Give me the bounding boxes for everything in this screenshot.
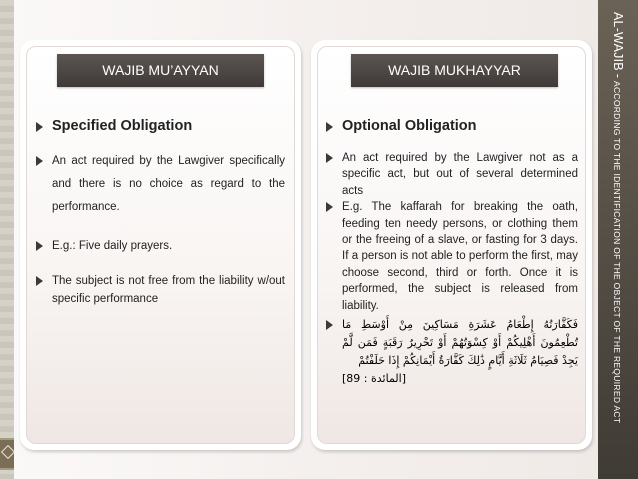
emblem-diamond [1,445,15,459]
right-card-header: WAJIB MUKHAYYAR [351,54,558,87]
left-item-text: An act required by the Lawgiver specifically and there is no choice as regard to the performance. [52,155,285,213]
right-item-text: An act required by the Lawgiver not as a specific act, but out of several determined acts [342,152,578,197]
left-list-item [35,150,285,219]
side-title-wrap [598,0,638,479]
side-title-subtitle: ACCORDING TO THE IDENTIFICATION OF THE OBJECT OF THE REQUIRED ACT [612,80,622,424]
bullet-arrow-icon [36,241,43,251]
bullet-arrow-icon [326,122,333,132]
left-ornament-strip [0,0,14,479]
left-card-header: WAJIB MU’AYYAN [57,54,264,87]
right-item-text: E.g. The kaffarah for breaking the oath, feeding ten needy persons, or clothing them or the freeing of a slave, or fasting for 3 days. If a person is not able to perform the first, may choose second, third or forth. Once it is performed, the subject is released from liability. [342,201,578,312]
bullet-arrow-icon [326,320,333,330]
quran-quote: فَكَفَّارَتُهُ إِطْعَامُ عَشَرَةِ مَسَاكِينَ مِنْ أَوْسَطِ مَا تُطْعِمُونَ أَهْلِيكُمْ أَوْ كِسْوَتُهُمْ أَوْ تَحْرِيرُ رَقَبَةٍ فَمَن لَّمْ يَجِدْ فَصِيَامُ ثَلَاثَةِ أَيَّامٍ ذَٰلِكَ كَفَّارَةُ أَيْمَانِكُمْ إِذَا حَلَفْتُمْ [342,318,578,368]
left-bullet-list [35,118,285,308]
left-list-item [35,272,285,308]
bullet-arrow-icon [36,122,43,132]
bullet-arrow-icon [326,153,333,163]
side-title-main: AL-WAJIB [611,12,625,71]
left-item-text: E.g.: Five daily prayers. [52,240,173,252]
bullet-arrow-icon [36,276,43,286]
right-list-item [325,199,578,314]
right-list-item [325,150,578,199]
right-quote-item [325,316,578,388]
side-title-separator: - [611,73,625,78]
left-item-text: The subject is not free from the liability w/out specific performance [52,275,285,305]
left-list-item [35,235,285,258]
right-heading: Optional Obligation [342,118,477,134]
right-heading-item [325,118,578,134]
left-heading-item [35,118,285,134]
emblem-icon [0,438,14,470]
side-title [609,12,627,423]
bullet-arrow-icon [326,202,333,212]
quran-citation: [المائدة : 89] [342,372,407,386]
right-bullet-list [325,118,578,388]
bullet-arrow-icon [36,156,43,166]
left-heading: Specified Obligation [52,118,193,134]
